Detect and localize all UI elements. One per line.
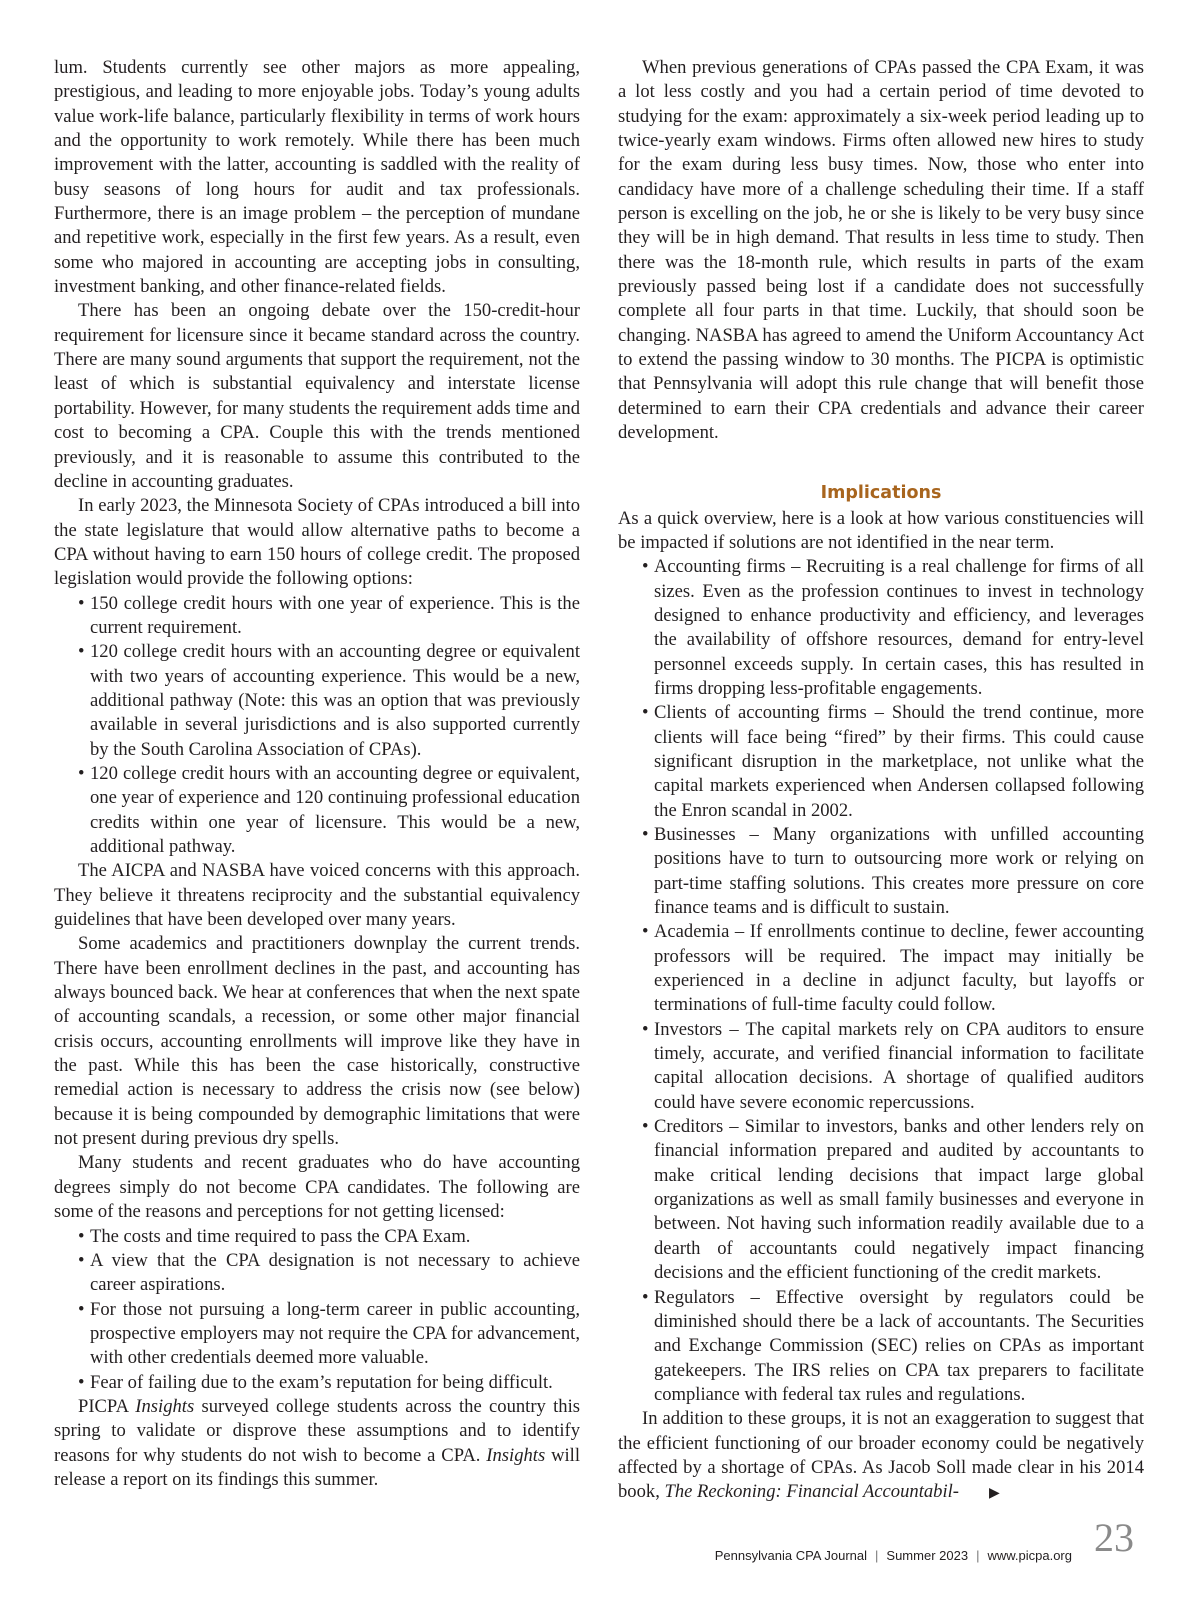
right-column — [618, 56, 1144, 1507]
list-item: • Clients of accounting firms – Should the trend continue, more clients will face being “fired” by their firms. This could cause significant disruption in the marketplace, not unlike what the capital markets experienced when Andersen collapsed following the Enron scandal in 2002. — [618, 701, 1144, 823]
list-item: • For those not pursuing a long-term career in public accounting, prospective employers may not require the CPA for advancement, with other credentials deemed more valuable. — [54, 1298, 580, 1371]
text-run: PICPA — [78, 1395, 136, 1417]
list-item: • 150 college credit hours with one year of experience. This is the current requirement. — [54, 592, 580, 641]
paragraph: In early 2023, the Minnesota Society of CPAs introduced a bill into the state legislature that would allow alternative paths to become a CPA without having to earn 150 hours of college credit. The proposed legislation would provide the following options: — [54, 495, 580, 590]
list-item: • 120 college credit hours with an accounting degree or equivalent, one year of experience and 120 continuing professional education credits within one year of licensure. This would be a new, additional pathway. — [54, 762, 580, 859]
issue-date: Summer 2023 — [886, 1548, 969, 1563]
divider: | — [976, 1548, 980, 1563]
paragraph: As a quick overview, here is a look at how various constituencies will be impacted if solutions are not identified in the near term. — [618, 507, 1144, 553]
list-item: • Investors – The capital markets rely on CPA auditors to ensure timely, accurate, and verified financial information to facilitate capital allocation decisions. A shortage of qualified auditors could have severe economic repercussions. — [618, 1018, 1144, 1115]
website-link[interactable]: www.picpa.org — [987, 1548, 1072, 1563]
publication-name: Insights — [135, 1395, 195, 1417]
list-item: • 120 college credit hours with an accounting degree or equivalent with two years of accounting experience. This would be a new, additional pathway (Note: this was an option that was previously available in several jurisdictions and is also supported currently by the South Carolina Association of CPAs). — [54, 640, 580, 762]
book-title: The Reckoning: Financial Accountabil- — [664, 1481, 959, 1503]
impacts-list — [618, 555, 1144, 1407]
list-item: • A view that the CPA designation is not necessary to achieve career aspirations. — [54, 1249, 580, 1298]
paragraph — [54, 1395, 580, 1492]
list-item: • Fear of failing due to the exam’s reputation for being difficult. — [54, 1371, 580, 1395]
section-heading: Implications — [820, 482, 942, 503]
paragraph: There has been an ongoing debate over the 150-credit-hour requirement for licensure since it became standard across the country. There are many sound arguments that support the requirement, not the least of which is substantial equivalency and interstate license portability. However, for many students the requirement adds time and cost to becoming a CPA. Couple this with the trends mentioned previously, and it is reasonable to assume this contributed to the decline in accounting graduates. — [54, 300, 580, 492]
publication-name: Insights — [486, 1444, 546, 1466]
list-item: • The costs and time required to pass the CPA Exam. — [54, 1225, 580, 1249]
list-item: • Academia – If enrollments continue to decline, fewer accounting professors will be required. The impact may initially be experienced in a decline in adjunct faculty, but layoffs or terminations of full-time faculty could follow. — [618, 920, 1144, 1017]
divider: | — [875, 1548, 879, 1563]
paragraph — [618, 1407, 1144, 1506]
text-run: surveyed college students across the country this spring to validate or disprove these assumptions and to identify reasons for why students do not wish to become a CPA. — [54, 1395, 580, 1466]
legislation-options-list — [54, 592, 580, 860]
list-item: • Accounting firms – Recruiting is a real challenge for firms of all sizes. Even as the profession continues to invest in technology designed to enhance productivity and efficiency, and leverages the availability of offshore resources, demand for entry-level personnel exceeds supply. In certain cases, this has resulted in firms dropping less-profitable engagements. — [618, 555, 1144, 701]
continue-arrow-icon: ▶ — [988, 1486, 1000, 1502]
left-column — [54, 56, 580, 1492]
footer — [715, 1548, 1072, 1563]
list-item: • Businesses – Many organizations with unfilled accounting positions have to turn to outsourcing more work or relying on part-time staffing solutions. This creates more pressure on core finance teams and is difficult to sustain. — [618, 823, 1144, 920]
paragraph: The AICPA and NASBA have voiced concerns with this approach. They believe it threatens reciprocity and the substantial equivalency guidelines that have been developed over many years. — [54, 860, 580, 931]
paragraph: lum. Students currently see other majors as more appealing, prestigious, and leading to more enjoyable jobs. Today’s young adults value work-life balance, particularly flexibility in terms of work hours and the opportunity to work remotely. While there has been much improvement with the latter, accounting is saddled with the reality of busy seasons of long hours for audit and tax professionals. Furthermore, there is an image problem – the perception of mundane and repetitive work, especially in the first few years. As a result, even some who majored in accounting are accepting jobs in consulting, investment banking, and other finance-related fields. — [54, 57, 580, 298]
paragraph: Many students and recent graduates who do have accounting degrees simply do not become CPA candidates. The following are some of the reasons and perceptions for not getting licensed: — [54, 1152, 580, 1223]
page-number: 23 — [1094, 1515, 1134, 1560]
paragraph: Some academics and practitioners downplay the current trends. There have been enrollment declines in the past, and accounting has always bounced back. We hear at conferences that when the next spate of accounting scandals, a recession, or some other major financial crisis occurs, accounting enrollments will improve like they have in the past. While this has been the case historically, constructive remedial action is necessary to address the crisis now (see below) because it is being compounded by demographic limitations that were not present during previous dry spells. — [54, 933, 580, 1150]
paragraph: When previous generations of CPAs passed the CPA Exam, it was a lot less costly and you had a certain period of time devoted to studying for the exam: approximately a six-week period leading up to twice-yearly exam windows. Firms often allowed new hires to study for the exam during less busy times. Now, those who enter into candidacy have more of a challenge scheduling their time. If a staff person is excelling on the job, he or she is likely to be very busy since they will be in high demand. That results in less time to study. Then there was the 18-month rule, which results in parts of the exam previously passed being lost if a candidate does not successfully complete all four parts in that time. Luckily, that should soon be changing. NASBA has agreed to amend the Uniform Accountancy Act to extend the passing window to 30 months. The PICPA is optimistic that Pennsylvania will adopt this rule change that will benefit those determined to earn their CPA credentials and advance their career development. — [618, 57, 1144, 444]
text-run: will release a report on its findings this summer. — [54, 1444, 580, 1490]
text-run: In addition to these groups, it is not an exaggeration to suggest that the efficient functioning of our broader economy could be negatively affected by a shortage of CPAs. As Jacob Soll made clear in his 2014 book, — [618, 1408, 1144, 1503]
reasons-list — [54, 1225, 580, 1395]
journal-name: Pennsylvania CPA Journal — [714, 1548, 868, 1563]
list-item: • Creditors – Similar to investors, banks and other lenders rely on financial information prepared and audited by accountants to make critical lending decisions that impact large global organizations as well as small family businesses and everyone in between. Not having such information readily available due to a dearth of accountants could negatively impact financing decisions and the efficient functioning of the credit markets. — [618, 1115, 1144, 1285]
list-item: • Regulators – Effective oversight by regulators could be diminished should there be a lack of accountants. The Securities and Exchange Commission (SEC) relies on CPAs as important gatekeepers. The IRS relies on CPA tax preparers to facilitate compliance with federal tax rules and regulations. — [618, 1286, 1144, 1408]
